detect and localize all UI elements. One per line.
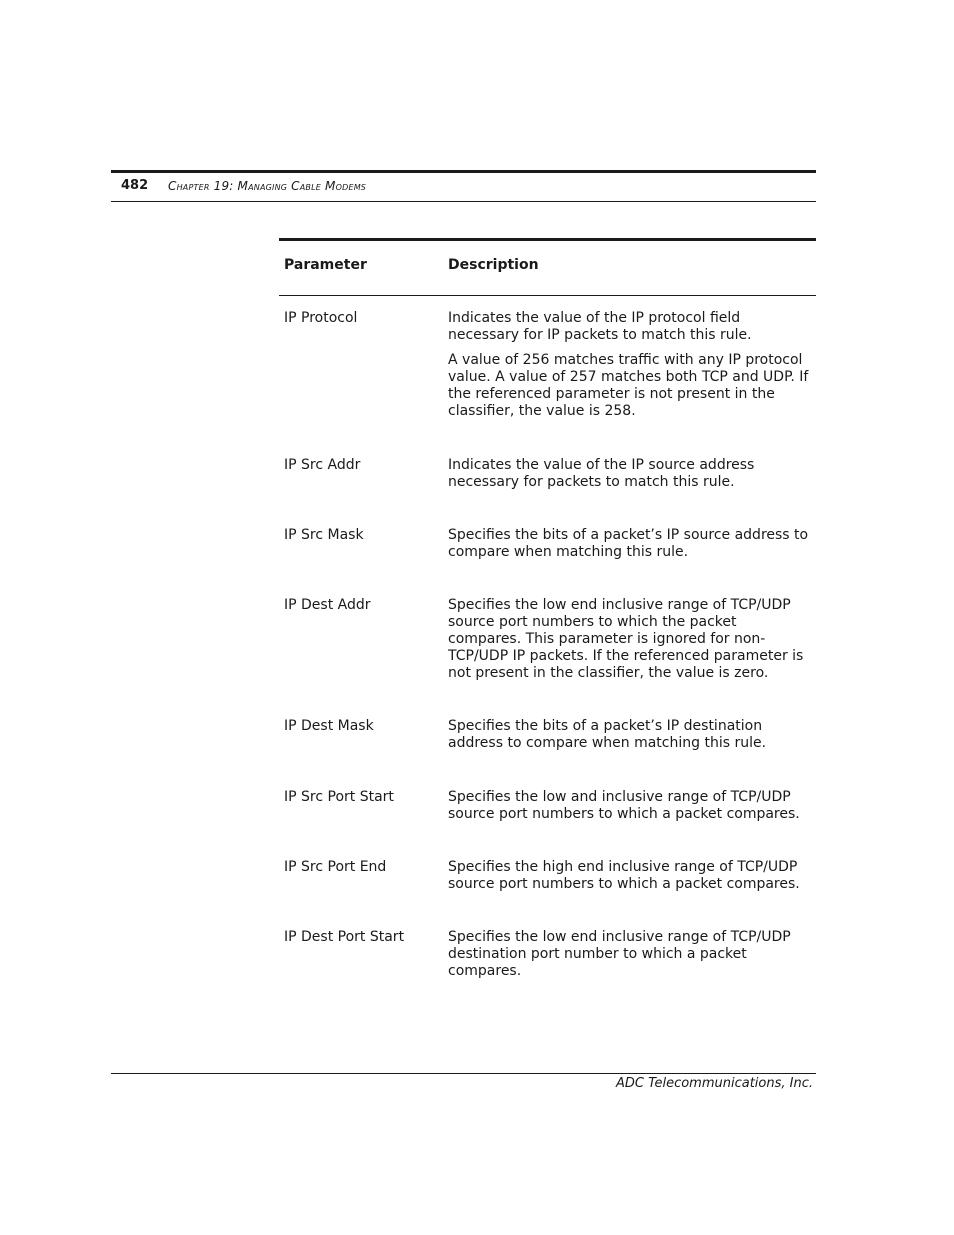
page-number: 482: [121, 178, 149, 193]
table-rule-top: [279, 238, 816, 241]
description-cell: [448, 597, 810, 690]
description-paragraph: Specifies the low end inclusive range of TCP/UDP source port numbers to which the packet compares. This parameter is ignored for non-TCP/UDP IP packets. If the referenced parameter is not present in the classifier, the value is zero.: [448, 597, 804, 681]
description-paragraph: Specifies the high end inclusive range of TCP/UDP source port numbers to which a packet compares.: [448, 859, 800, 892]
table-rule-header: [279, 295, 816, 296]
description-paragraph: Indicates the value of the IP protocol field necessary for IP packets to match this rule.: [448, 310, 752, 343]
parameter-cell: IP Src Port Start: [284, 789, 394, 805]
chapter-title: Chapter 19: Managing Cable Modems: [168, 179, 367, 193]
description-cell: [448, 527, 810, 569]
description-paragraph: A value of 256 matches traffic with any IP protocol value. A value of 257 matches both TCP and UDP. If the referenced parameter is not present in the classifier, the value is 258.: [448, 352, 809, 419]
header-rule-top: [111, 170, 816, 173]
description-paragraph: Specifies the bits of a packet’s IP destination address to compare when matching this rule.: [448, 718, 767, 751]
parameter-cell: IP Protocol: [284, 310, 358, 326]
parameter-cell: IP Dest Port Start: [284, 929, 405, 945]
column-header-description: Description: [448, 257, 539, 273]
column-header-parameter: Parameter: [284, 257, 367, 273]
description-paragraph: Specifies the low and inclusive range of TCP/UDP source port numbers to which a packet compares.: [448, 789, 800, 822]
description-cell: [448, 310, 810, 428]
parameter-cell: IP Dest Addr: [284, 597, 371, 613]
parameter-cell: IP Src Port End: [284, 859, 387, 875]
description-paragraph: Specifies the low end inclusive range of TCP/UDP destination port number to which a packet compares.: [448, 929, 791, 979]
footer-company: ADC Telecommunications, Inc.: [616, 1076, 813, 1091]
description-paragraph: Indicates the value of the IP source address necessary for packets to match this rule.: [448, 457, 755, 490]
description-cell: [448, 457, 810, 499]
footer-rule: [111, 1073, 816, 1074]
description-cell: [448, 718, 810, 760]
parameter-cell: IP Src Mask: [284, 527, 364, 543]
parameter-cell: IP Src Addr: [284, 457, 361, 473]
description-cell: [448, 929, 810, 988]
description-cell: [448, 859, 810, 901]
description-paragraph: Specifies the bits of a packet’s IP source address to compare when matching this rule.: [448, 527, 809, 560]
header-rule-bottom: [111, 201, 816, 202]
description-cell: [448, 789, 810, 831]
parameter-cell: IP Dest Mask: [284, 718, 374, 734]
